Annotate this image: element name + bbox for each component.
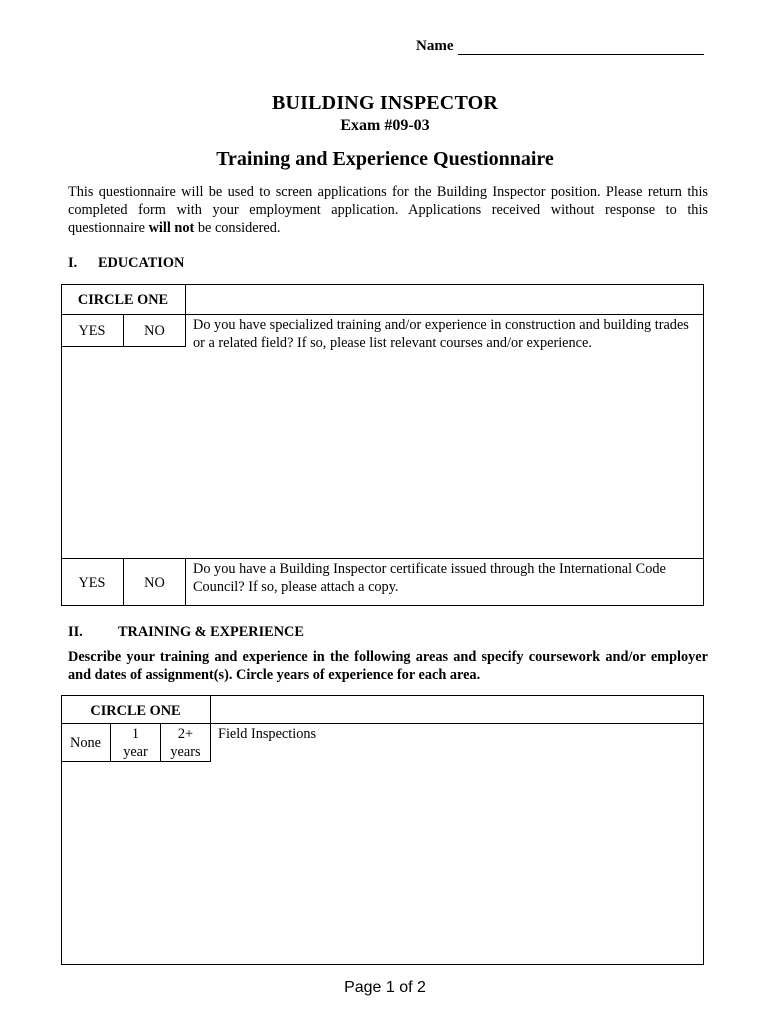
- questionnaire-title: Training and Experience Questionnaire: [216, 148, 554, 170]
- q1-yes-option[interactable]: YES: [78, 323, 106, 339]
- section-description: Describe your training and experience in the following areas and specify coursework and/or employer and dates of assignment(s). Circle years of experience for each area.: [68, 649, 708, 683]
- option-two-unit: years: [170, 744, 201, 760]
- option-two-plus-years[interactable]: [161, 725, 210, 761]
- table-border: [185, 558, 186, 606]
- table-border: [703, 695, 704, 965]
- field-inspections-answer-area[interactable]: [62, 766, 702, 962]
- name-field-row: [416, 38, 704, 55]
- intro-emphasis: will not: [148, 220, 195, 236]
- table-border: [61, 761, 211, 762]
- section-number: I.: [68, 255, 78, 271]
- circle-one-header: CIRCLE ONE: [90, 703, 181, 719]
- table-border: [61, 723, 704, 724]
- intro-text-after: be considered.: [194, 220, 281, 236]
- section-title: EDUCATION: [98, 255, 185, 271]
- q1-answer-area[interactable]: [62, 352, 702, 556]
- q2-no-option[interactable]: NO: [144, 575, 165, 591]
- page-number: Page 1 of 2: [344, 979, 426, 996]
- circle-one-header: CIRCLE ONE: [77, 292, 169, 308]
- intro-text-before: This questionnaire will be used to screen applications for the Building Inspector position. Please return this completed form with your employment application. Applications received without response to this questionnaire: [68, 184, 708, 236]
- table-border: [61, 558, 704, 559]
- q1-question: Do you have specialized training and/or experience in construction and building trades or a related field? If so, please list relevant courses and/or experience.: [193, 317, 689, 351]
- table-border: [61, 695, 704, 696]
- section-education-heading: [68, 255, 184, 272]
- exam-number: Exam #09-03: [340, 117, 430, 134]
- name-label: Name: [416, 38, 454, 54]
- area-field-inspections: Field Inspections: [218, 726, 317, 742]
- table-border: [61, 605, 704, 606]
- q2-question: Do you have a Building Inspector certificate issued through the International Code Council? If so, please attach a copy.: [193, 561, 666, 595]
- q1-no-option[interactable]: NO: [144, 323, 165, 339]
- table-border: [185, 284, 186, 347]
- section-title: TRAINING & EXPERIENCE: [118, 624, 304, 640]
- table-border: [210, 695, 211, 762]
- document-title: BUILDING INSPECTOR: [271, 92, 499, 114]
- section-number: II.: [68, 624, 83, 640]
- intro-paragraph: [68, 183, 708, 237]
- option-none[interactable]: None: [70, 735, 101, 751]
- option-one-unit: year: [123, 744, 148, 760]
- table-border: [61, 314, 704, 315]
- table-border: [61, 964, 704, 965]
- q2-yes-option[interactable]: YES: [78, 575, 106, 591]
- option-one-year[interactable]: [111, 725, 160, 761]
- table-border: [61, 284, 704, 285]
- option-two-number: 2+: [177, 726, 194, 742]
- option-one-number: 1: [131, 726, 140, 742]
- name-input-line[interactable]: [458, 40, 704, 55]
- section-training-heading: [68, 624, 304, 641]
